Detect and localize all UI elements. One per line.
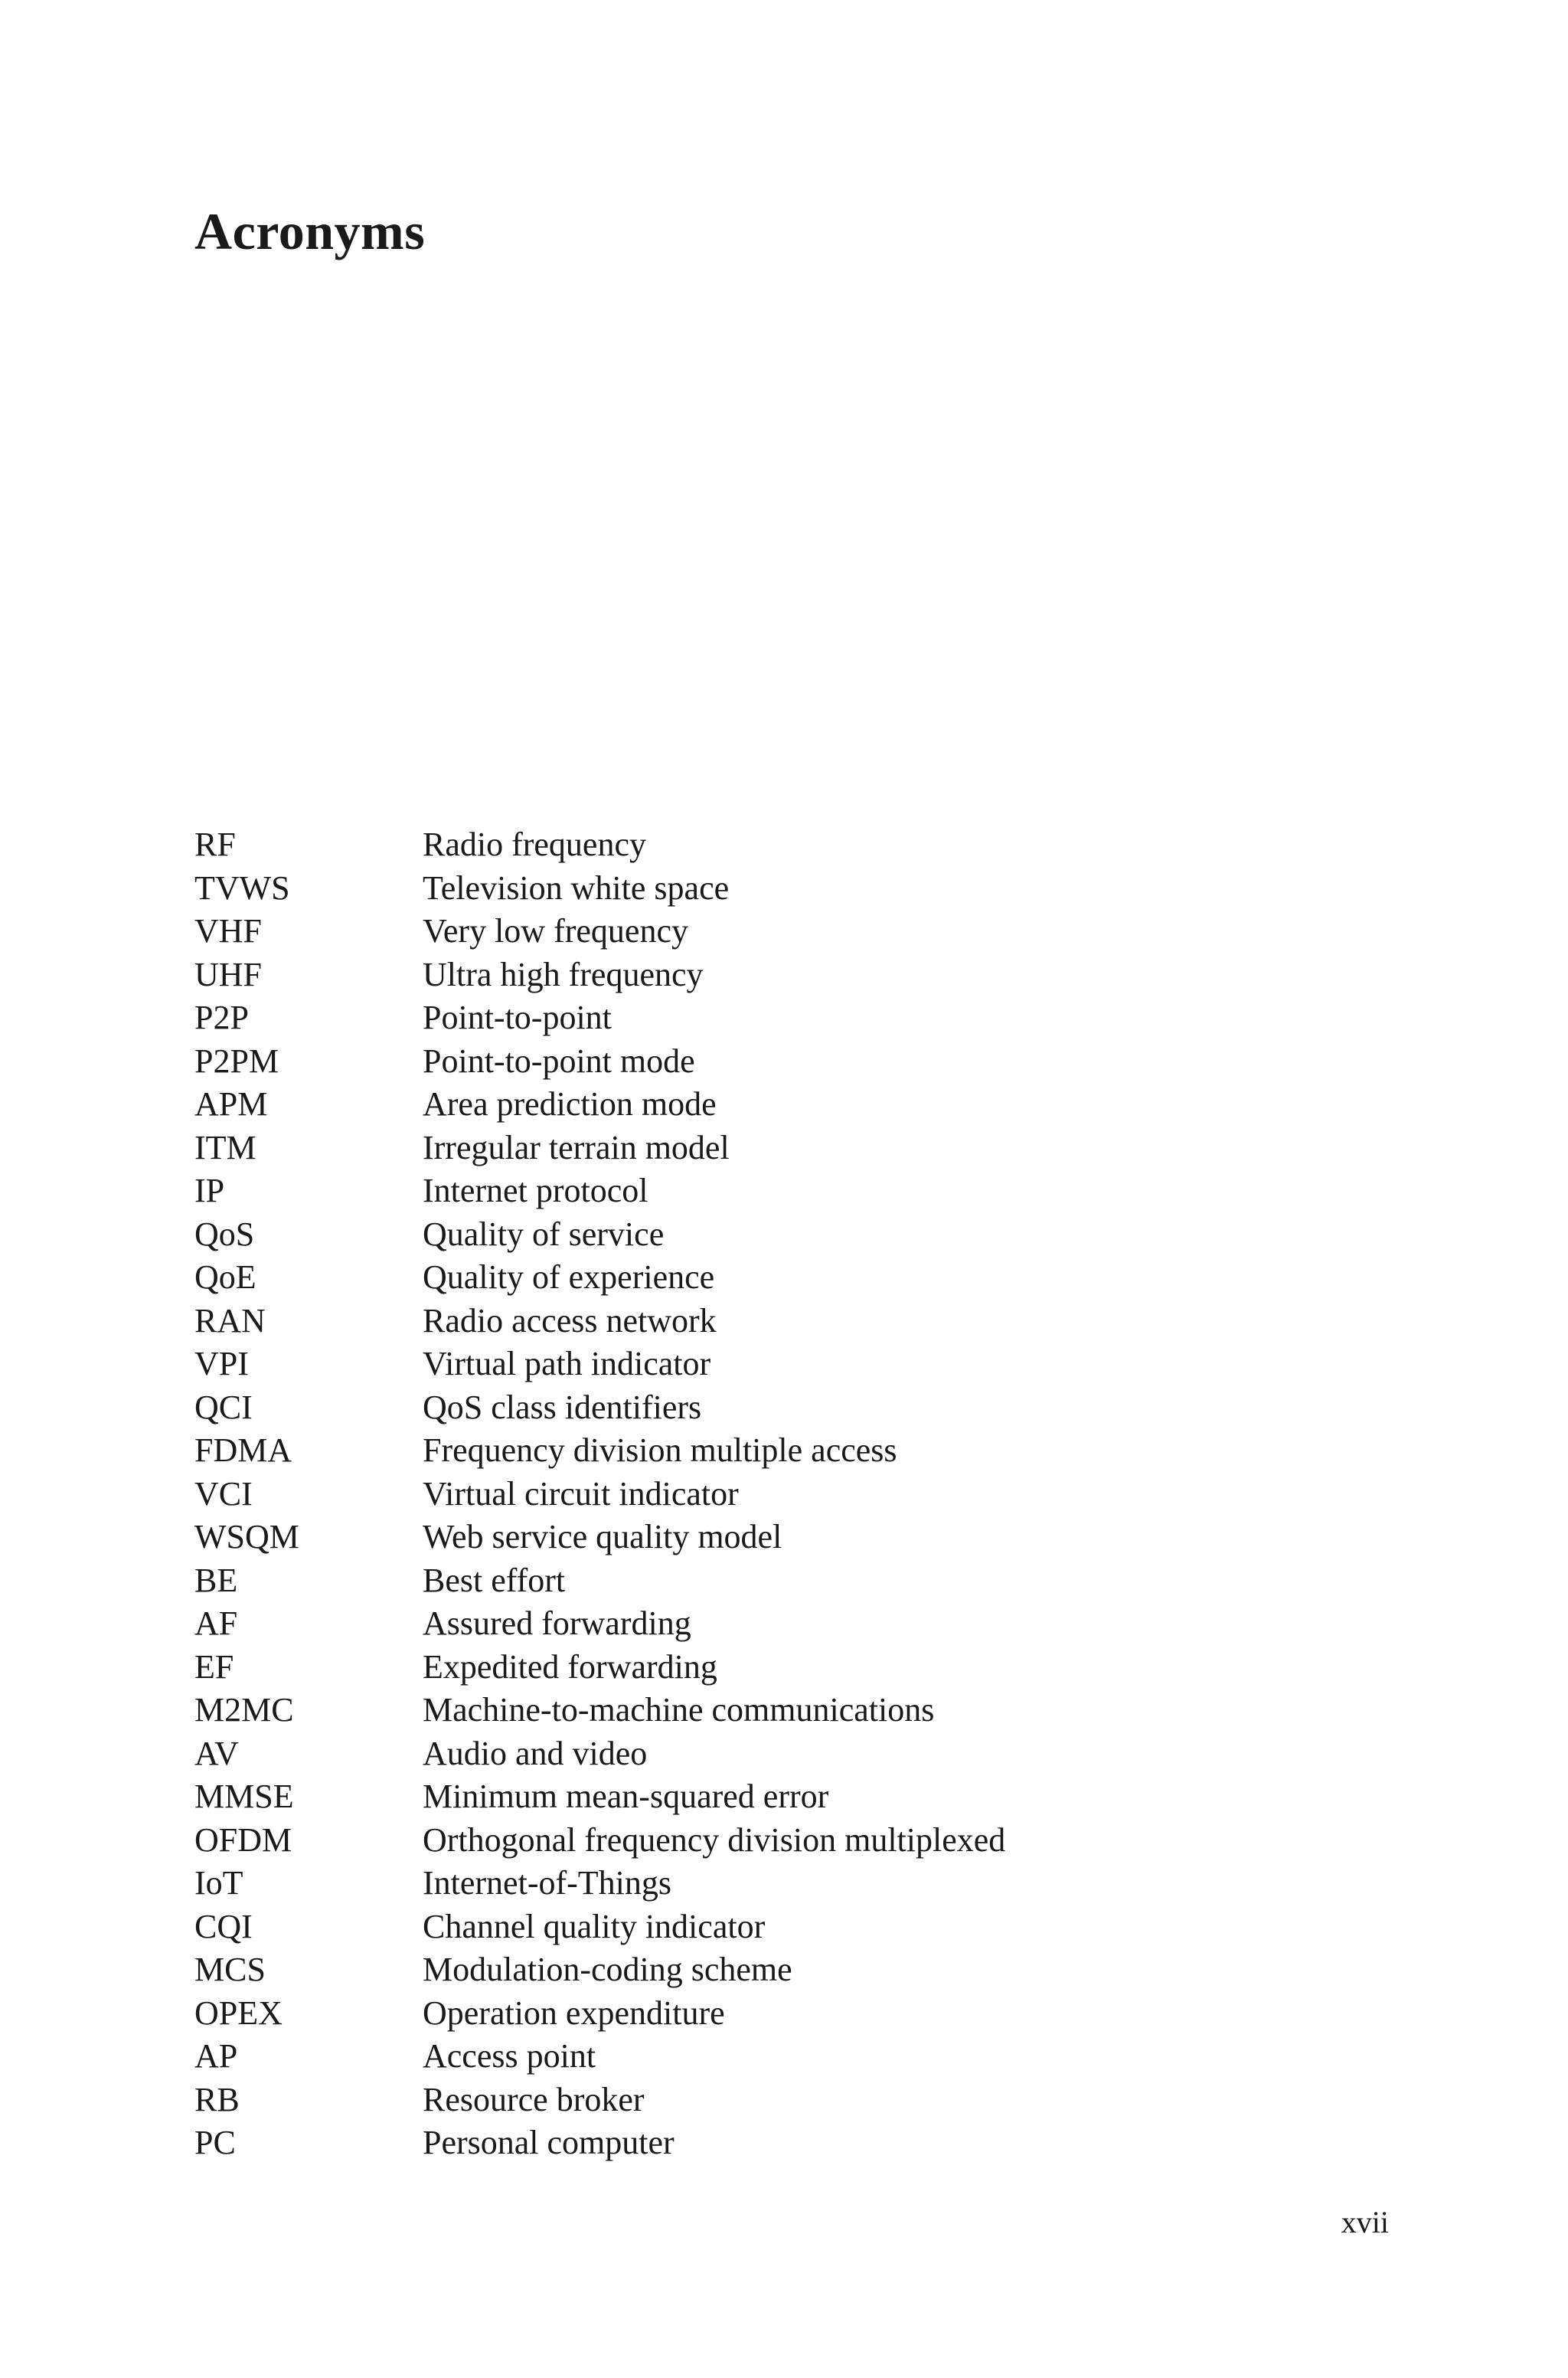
acronym-row	[194, 1516, 1343, 1559]
acronym-term: WSQM	[194, 1518, 299, 1555]
acronym-expansion: Frequency division multiple access	[423, 1431, 897, 1469]
acronym-row	[194, 1819, 1343, 1863]
acronym-term: AV	[194, 1734, 239, 1772]
acronym-row	[194, 1429, 1343, 1473]
acronym-term: TVWS	[194, 868, 290, 907]
acronym-row	[194, 2121, 1343, 2165]
acronym-expansion: Orthogonal frequency division multiplexed	[423, 1820, 1006, 1859]
acronym-term: MMSE	[194, 1778, 294, 1815]
acronym-term: RF	[194, 826, 236, 863]
acronym-expansion: Ultra high frequency	[423, 955, 704, 993]
acronym-row	[194, 1473, 1343, 1516]
acronym-term: UHF	[194, 955, 263, 993]
acronym-term: AF	[194, 1604, 238, 1642]
acronym-expansion: Internet protocol	[423, 1172, 648, 1209]
acronym-row	[194, 1559, 1343, 1603]
acronym-expansion: Audio and video	[423, 1734, 648, 1772]
acronym-term: OPEX	[194, 1994, 283, 2032]
acronym-term: CQI	[194, 1907, 253, 1945]
acronym-expansion: Quality of service	[423, 1215, 665, 1253]
acronym-term: MCS	[194, 1951, 266, 1988]
acronym-row	[194, 1169, 1343, 1213]
acronym-term: VCI	[194, 1474, 253, 1513]
acronym-row	[194, 1862, 1343, 1905]
acronym-expansion: Television white space	[423, 868, 730, 907]
acronym-expansion: Minimum mean-squared error	[423, 1778, 829, 1815]
acronym-row	[194, 910, 1343, 953]
acronym-expansion: Web service quality model	[423, 1518, 782, 1555]
acronym-expansion: Access point	[423, 2037, 596, 2075]
acronym-row	[194, 1386, 1343, 1430]
acronym-expansion: Internet-of-Things	[423, 1864, 671, 1902]
acronym-row	[194, 2035, 1343, 2079]
acronym-expansion: Very low frequency	[423, 912, 688, 950]
acronym-term: ITM	[194, 1128, 256, 1166]
acronym-list	[194, 823, 1343, 2165]
acronym-expansion: Operation expenditure	[423, 1994, 725, 2032]
acronym-term: APM	[194, 1085, 268, 1123]
acronym-row	[194, 1040, 1343, 1084]
acronym-row	[194, 1646, 1343, 1689]
acronym-row	[194, 1689, 1343, 1732]
acronym-expansion: Quality of experience	[423, 1258, 715, 1296]
acronym-term: P2PM	[194, 1042, 279, 1080]
acronym-row	[194, 867, 1343, 911]
acronym-expansion: Modulation-coding scheme	[423, 1951, 792, 1988]
acronym-expansion: Best effort	[423, 1561, 566, 1599]
acronym-term: P2P	[194, 999, 249, 1036]
acronym-expansion: Point-to-point	[423, 999, 612, 1036]
acronym-row	[194, 996, 1343, 1040]
acronym-term: EF	[194, 1647, 234, 1686]
acronym-row	[194, 1256, 1343, 1300]
acronym-row	[194, 1343, 1343, 1386]
acronym-expansion: Assured forwarding	[423, 1604, 691, 1642]
acronym-term: VPI	[194, 1345, 249, 1382]
acronym-expansion: Channel quality indicator	[423, 1907, 766, 1945]
acronym-term: FDMA	[194, 1431, 292, 1469]
acronym-expansion: Machine-to-machine communications	[423, 1691, 935, 1729]
acronym-row	[194, 1602, 1343, 1646]
acronym-term: IoT	[194, 1864, 243, 1902]
acronym-term: RB	[194, 2080, 240, 2118]
acronym-row	[194, 1775, 1343, 1819]
acronym-term: AP	[194, 2037, 238, 2075]
page-number: xvii	[1341, 2205, 1389, 2239]
acronym-expansion: Radio frequency	[423, 826, 646, 863]
acronym-expansion: QoS class identifiers	[423, 1388, 702, 1426]
acronym-term: QCI	[194, 1388, 253, 1426]
acronym-expansion: Personal computer	[423, 2124, 675, 2161]
acronym-term: VHF	[194, 912, 263, 950]
page-title: Acronyms	[194, 202, 426, 260]
acronym-row	[194, 2079, 1343, 2122]
acronym-expansion: Area prediction mode	[423, 1085, 717, 1123]
acronym-expansion: Point-to-point mode	[423, 1042, 695, 1080]
acronym-term: IP	[194, 1172, 225, 1209]
acronym-term: M2MC	[194, 1691, 294, 1729]
acronym-row	[194, 1992, 1343, 2036]
acronym-expansion: Irregular terrain model	[423, 1128, 730, 1166]
acronym-term: QoE	[194, 1258, 256, 1296]
acronym-term: RAN	[194, 1301, 266, 1339]
acronym-expansion: Resource broker	[423, 2080, 645, 2118]
acronym-term: BE	[194, 1561, 238, 1599]
acronym-term: PC	[194, 2124, 236, 2161]
acronym-expansion: Radio access network	[423, 1301, 717, 1339]
acronym-expansion: Expedited forwarding	[423, 1647, 717, 1686]
acronym-row	[194, 1905, 1343, 1949]
acronym-row	[194, 1213, 1343, 1257]
acronym-term: OFDM	[194, 1820, 292, 1859]
acronym-row	[194, 1948, 1343, 1992]
acronym-row	[194, 1127, 1343, 1170]
acronym-row	[194, 823, 1343, 867]
acronym-row	[194, 1083, 1343, 1127]
acronym-term: QoS	[194, 1215, 255, 1253]
acronym-expansion: Virtual path indicator	[423, 1345, 711, 1382]
acronym-row	[194, 1732, 1343, 1776]
acronym-row	[194, 953, 1343, 997]
acronym-row	[194, 1300, 1343, 1343]
acronym-expansion: Virtual circuit indicator	[423, 1474, 739, 1513]
